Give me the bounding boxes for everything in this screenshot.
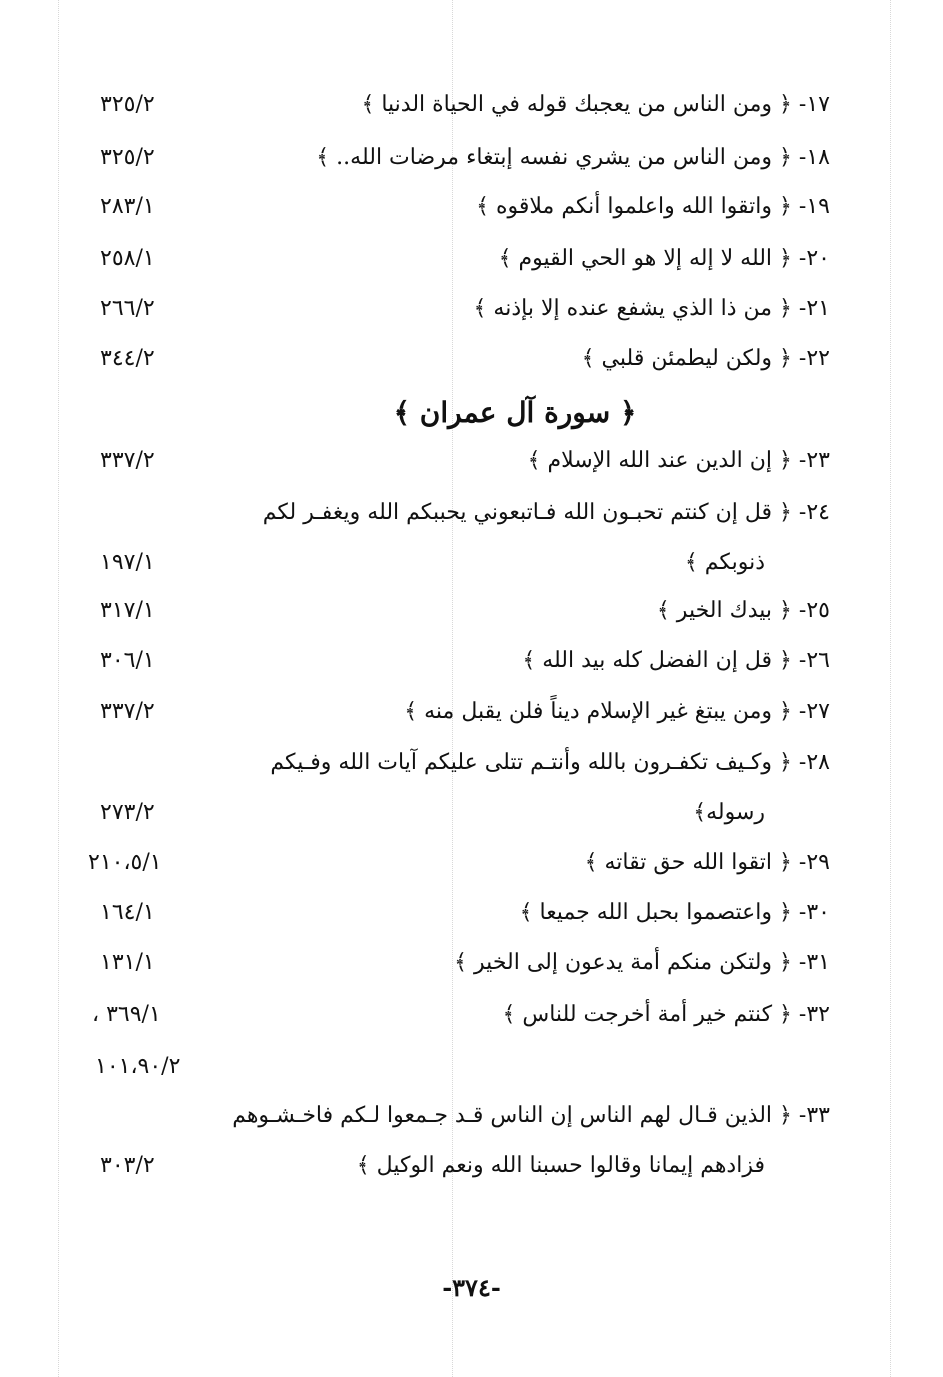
verse-text: ٣٠- ﴿ واعتصموا بحبل الله جميعا ﴾ [519, 900, 830, 925]
index-entry [100, 488, 830, 538]
verse-text: ١٧- ﴿ ومن الناس من يعجبك قوله في الحياة الدنيا ﴾ [361, 92, 830, 117]
index-entry [100, 586, 830, 636]
page-reference: ٢٦٦/٢ [100, 296, 155, 321]
page-reference: ٣٢٥/٢ [100, 145, 155, 170]
page-reference-continuation: ١٠١،٩٠/٢ [95, 1054, 181, 1079]
page-reference: ١٦٤/١ [100, 900, 155, 925]
index-entry [100, 938, 830, 988]
scan-guide-line [890, 0, 891, 1377]
page-reference: ٢١٠،٥/١ [88, 850, 162, 875]
surah-heading: ﴿ سورة آل عمران ﴾ [393, 396, 637, 429]
verse-text: ٢٧- ﴿ ومن يبتغ غير الإسلام ديناً فلن يقبل منه ﴾ [404, 699, 830, 724]
verse-text: ٢٠- ﴿ الله لا إله إلا هو الحي القيوم ﴾ [498, 246, 830, 271]
verse-text: ٢٦- ﴿ قل إن الفضل كله بيد الله ﴾ [522, 648, 830, 673]
index-entry-continuation [100, 1141, 830, 1191]
index-entry [100, 687, 830, 737]
verse-text: ٢٩- ﴿ اتقوا الله حق تقاته ﴾ [584, 850, 830, 875]
page-reference: ٢٥٨/١ [100, 246, 155, 271]
page-reference: ٢٧٣/٢ [100, 800, 155, 825]
index-entry [100, 80, 830, 130]
page-number: -٣٧٤- [442, 1273, 501, 1302]
verse-text: ٣٢- ﴿ كنتم خير أمة أخرجت للناس ﴾ [502, 1002, 830, 1027]
verse-text: ١٩- ﴿ واتقوا الله واعلموا أنكم ملاقوه ﴾ [476, 194, 830, 219]
page-reference: ٣٤٤/٢ [100, 346, 155, 371]
verse-text: ٢٨- ﴿ وكـيف تكفـرون بالله وأنتـم تتلى عليكم آيات الله وفـيكم [270, 750, 830, 775]
page-reference: ١٩٧/١ [100, 550, 155, 575]
scan-guide-line [58, 0, 59, 1377]
verse-text: ٢٣- ﴿ إن الدين عند الله الإسلام ﴾ [527, 448, 830, 473]
index-entry [100, 888, 830, 938]
index-entry [88, 838, 830, 888]
page-reference: ٣٠٣/٢ [100, 1153, 155, 1178]
page-reference: ٣٢٥/٢ [100, 92, 155, 117]
page-reference: ٣٣٧/٢ [100, 699, 155, 724]
index-entry [92, 990, 830, 1040]
index-entry [100, 636, 830, 686]
index-entry [100, 1091, 830, 1141]
verse-text-continuation: فزادهم إيمانا وقالوا حسبنا الله ونعم الوكيل ﴾ [356, 1153, 765, 1178]
verse-text: ٢١- ﴿ من ذا الذي يشفع عنده إلا بإذنه ﴾ [473, 296, 830, 321]
verse-text: ٣١- ﴿ ولتكن منكم أمة يدعون إلى الخير ﴾ [454, 950, 830, 975]
verse-text-continuation: رسوله﴾ [693, 800, 765, 825]
index-entry [100, 334, 830, 384]
page-reference: ٣٠٦/١ [100, 648, 155, 673]
verse-text: ٢٤- ﴿ قل إن كنتم تحبـون الله فـاتبعوني يحببكم الله ويغفـر لكم [262, 500, 830, 525]
verse-text: ٢٥- ﴿ بيدك الخير ﴾ [656, 598, 830, 623]
page-reference: ١٣١/١ [100, 950, 155, 975]
index-entry [100, 436, 830, 486]
verse-text: ٢٢- ﴿ ولكن ليطمئن قلبي ﴾ [581, 346, 830, 371]
page-reference: ٢٨٣/١ [100, 194, 155, 219]
verse-text: ٣٣- ﴿ الذين قـال لهم الناس إن الناس قـد جـمعوا لـكم فاخـشـوهم [232, 1103, 830, 1128]
page-reference: ٣٣٧/٢ [100, 448, 155, 473]
index-entry [100, 182, 830, 232]
index-entry [100, 284, 830, 334]
page-reference: ٣٦٩/١ ، [92, 1002, 161, 1027]
verse-text: ١٨- ﴿ ومن الناس من يشري نفسه إبتغاء مرضات الله.. ﴾ [316, 145, 830, 170]
index-entry-continuation [100, 788, 830, 838]
index-entry [100, 738, 830, 788]
verse-text-continuation: ذنوبكم ﴾ [684, 550, 765, 575]
index-entry-continuation [100, 538, 830, 588]
index-entry [100, 234, 830, 284]
page-reference: ٣١٧/١ [100, 598, 155, 623]
index-entry [100, 133, 830, 183]
